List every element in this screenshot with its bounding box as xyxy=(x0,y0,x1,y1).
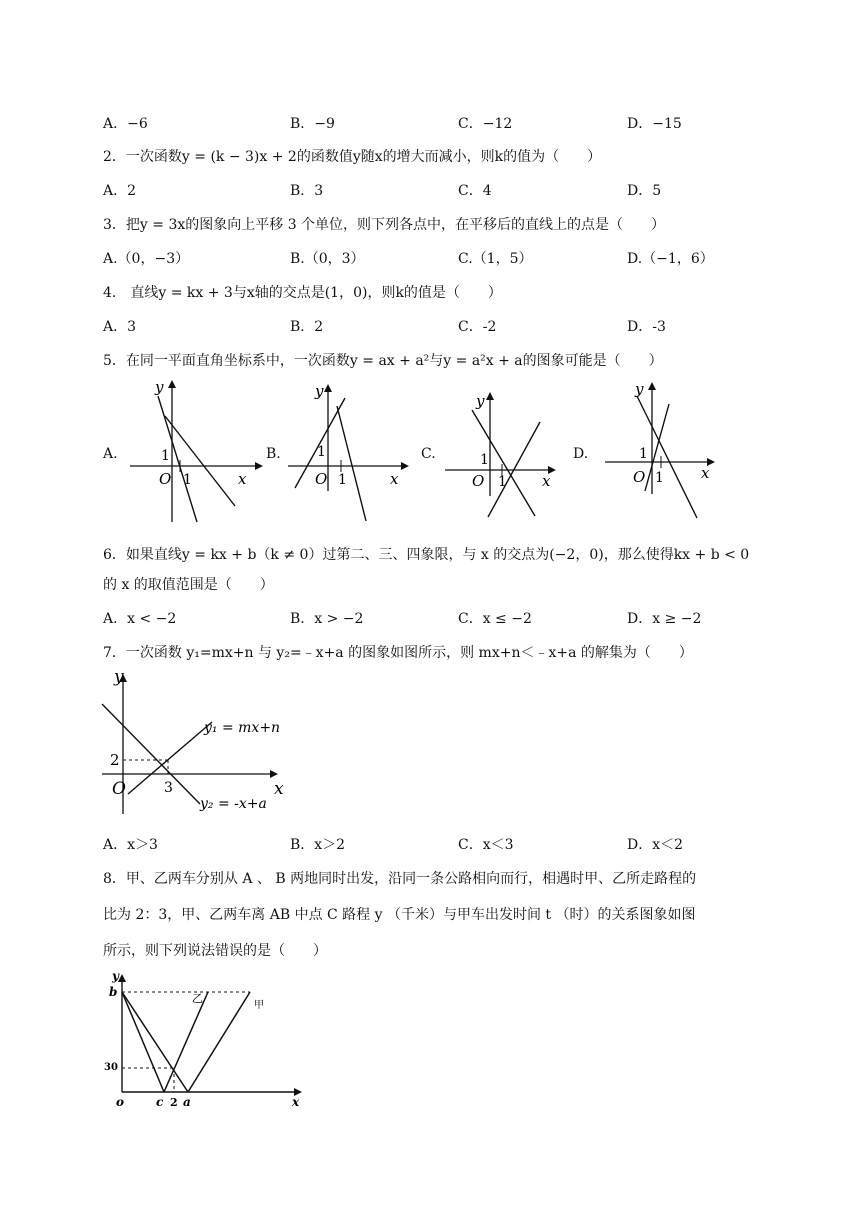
q5d-axis-y: y xyxy=(635,380,644,398)
q8-label-30: 30 xyxy=(104,1062,118,1073)
q1-option-b: B．−9 xyxy=(290,116,335,132)
q5b-tick-x1: 1 xyxy=(338,472,347,488)
q5a-axis-y: y xyxy=(155,378,164,396)
q6-stem-line2: 的 x 的取值范围是（ ） xyxy=(103,577,274,593)
q5d-origin: O xyxy=(633,468,646,486)
q5c-origin: O xyxy=(472,472,485,490)
q5d-axis-x: x xyxy=(701,464,710,482)
q3-option-a: A.（0，−3） xyxy=(103,251,190,267)
q5d-tick-x1: 1 xyxy=(655,470,664,486)
q5-label-c: C. xyxy=(421,446,436,462)
q5a-origin: O xyxy=(159,470,172,488)
q7-ytick-2: 2 xyxy=(110,751,120,769)
q7-option-a: A．x＞3 xyxy=(103,837,158,853)
q5c-axis-y: y xyxy=(476,392,485,410)
q2-option-c: C．4 xyxy=(458,183,492,199)
q7-stem: 7．一次函数 y₁=mx+n 与 y₂=﹣x+a 的图象如图所示，则 mx+n＜﹣x+a 的解集为（ ） xyxy=(103,645,693,661)
q4-option-a: A．3 xyxy=(103,319,137,335)
q5-label-a: A. xyxy=(103,446,118,462)
q8-label-a: a xyxy=(183,1095,191,1109)
q5b-origin: O xyxy=(315,470,328,488)
q8-label-c: c xyxy=(156,1095,164,1109)
q8-stem-line3: 所示，则下列说法错误的是（ ） xyxy=(103,943,327,959)
q7-label-y2: y₂ = -x+a xyxy=(200,796,267,812)
q5c-axis-x: x xyxy=(542,472,551,490)
q7-option-c: C．x＜3 xyxy=(458,837,514,853)
q3-option-c: C.（1，5） xyxy=(458,251,533,267)
q5-graph-c xyxy=(440,384,560,524)
q5-label-d: D. xyxy=(573,446,589,462)
q4-option-d: D．-3 xyxy=(627,319,666,335)
q5-graph-a xyxy=(125,376,265,524)
q5b-axis-x: x xyxy=(390,470,399,488)
q3-option-d: D.（−1，6） xyxy=(627,251,714,267)
q4-stem: 4. 直线y = kx + 3与x轴的交点是(1，0)，则k的值是（ ） xyxy=(103,285,502,301)
q5b-axis-y: y xyxy=(315,382,324,400)
q4-option-c: C．-2 xyxy=(458,319,497,335)
q7-xtick-3: 3 xyxy=(164,780,173,796)
q8-label-2: 2 xyxy=(170,1096,178,1109)
q6-option-d: D．x ≥ −2 xyxy=(627,611,702,627)
q5a-tick-y1: 1 xyxy=(161,448,170,464)
q5d-tick-y1: 1 xyxy=(639,446,648,462)
q2-option-b: B．3 xyxy=(290,183,324,199)
q7-option-d: D．x＜2 xyxy=(627,837,684,853)
q6-option-b: B．x > −2 xyxy=(290,611,364,627)
q8-label-b: b xyxy=(109,985,118,999)
q4-option-b: B．2 xyxy=(290,319,324,335)
q5a-tick-x1: 1 xyxy=(183,472,192,488)
q5c-tick-y1: 1 xyxy=(480,452,489,468)
q7-axis-y: y xyxy=(114,667,124,687)
q8-axis-x: x xyxy=(292,1095,300,1109)
q5b-tick-y1: 1 xyxy=(317,444,326,460)
q5c-tick-x1: 1 xyxy=(498,474,507,490)
q6-option-c: C．x ≤ −2 xyxy=(458,611,532,627)
q6-option-a: A．x < −2 xyxy=(103,611,177,627)
q7-graph xyxy=(100,666,300,824)
q8-origin: o xyxy=(116,1095,125,1109)
q7-origin: O xyxy=(112,779,126,799)
q1-option-a: A．−6 xyxy=(103,116,148,132)
q5-graph-d xyxy=(597,376,722,524)
q7-axis-x: x xyxy=(274,779,284,799)
q5a-axis-x: x xyxy=(238,470,247,488)
q8-stem-line2: 比为 2：3，甲、乙两车离 AB 中点 C 路程 y （千米）与甲车出发时间 t （时）的关系图象如图 xyxy=(103,907,696,923)
q3-stem: 3．把y = 3x的图象向上平移 3 个单位，则下列各点中，在平移后的直线上的点是（ ） xyxy=(103,217,666,233)
q8-graph xyxy=(104,968,310,1110)
q7-option-b: B．x＞2 xyxy=(290,837,346,853)
q2-option-a: A．2 xyxy=(103,183,137,199)
q5-stem: 5．在同一平面直角坐标系中，一次函数y = ax + a²与y = a²x + a的图象可能是（ ） xyxy=(103,353,663,369)
q1-option-c: C．−12 xyxy=(458,116,513,132)
q8-axis-y: y xyxy=(112,969,119,983)
q2-option-d: D．5 xyxy=(627,183,662,199)
q8-label-yi: 乙 xyxy=(192,992,203,1005)
q5-graph-b xyxy=(283,376,413,524)
q6-stem-line1: 6．如果直线y = kx + b（k ≠ 0）过第二、三、四象限，与 x 的交点为(−2，0)，那么使得kx + b < 0 xyxy=(103,547,750,563)
q8-stem-line1: 8．甲、乙两车分别从 A 、 B 两地同时出发，沿同一条公路相向而行，相遇时甲、乙所走路程的 xyxy=(103,871,697,887)
q3-option-b: B.（0，3） xyxy=(290,251,365,267)
q1-option-d: D．−15 xyxy=(627,116,682,132)
q8-label-jia: 甲 xyxy=(254,1000,264,1011)
q2-stem: 2．一次函数y = (k − 3)x + 2的函数值y随x的增大而减小，则k的值为（ ） xyxy=(103,149,602,165)
q7-label-y1: y₁ = mx+n xyxy=(204,720,281,736)
q5-label-b: B. xyxy=(266,446,281,462)
